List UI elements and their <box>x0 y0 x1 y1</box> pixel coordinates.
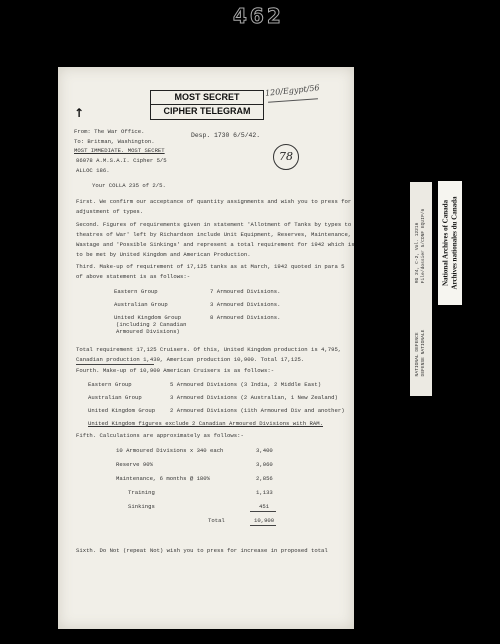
uk-group-note-1: (including 2 Canadian <box>116 321 187 328</box>
title-box <box>150 90 264 120</box>
to-line: To: Britman, Washington. <box>74 138 155 145</box>
para-third-1: Third. Make-up of requirement of 17,125 tanks as at March, 1942 quoted in para 5 <box>76 263 345 270</box>
fourth-row-value: 2 Armoured Divisions (11th Armoured Div and another) <box>170 407 345 414</box>
third-row-value: 3 Armoured Divisions. <box>210 301 281 308</box>
fifth-row-value: 451 <box>259 503 270 510</box>
total-requirement-line: Total requirement 17,125 Cruisers. Of this, United Kingdom production is 4,795, <box>76 346 342 353</box>
defence-strip <box>410 310 432 396</box>
fifth-row-label: Maintenance, 6 months @ 180% <box>116 475 210 482</box>
reference-line: 86078 A.M.S.A.I. Cipher 5/5 <box>76 157 167 164</box>
most-secret-heading: MOST SECRET <box>151 93 263 105</box>
para-fourth: Fourth. Make-up of 10,900 American Cruisers is as follows:- <box>76 367 275 374</box>
circled-number: 78 <box>273 144 299 170</box>
fifth-row-label: 10 Armoured Divisions x 340 each <box>116 447 224 454</box>
page-number: 462 <box>233 4 284 28</box>
fifth-row-value: 1,133 <box>256 489 273 496</box>
para-sixth: Sixth. Do Not (repeat Not) wish you to press for increase in proposed total <box>76 547 328 554</box>
para-first: First. We confirm our acceptance of quantity assignments and wish you to press for <box>76 198 352 205</box>
strip-line-1: RG 24, C-2, Vol. 12216 <box>414 222 420 284</box>
archives-label <box>438 181 462 305</box>
canadian-underline <box>76 364 154 365</box>
fourth-row-group: Eastern Group <box>88 381 132 388</box>
archives-label-en: National Archives of Canada <box>441 199 450 287</box>
para-fifth: Fifth. Calculations are approximately as follows:- <box>76 432 244 439</box>
third-row-group: Australian Group <box>114 301 168 308</box>
from-line: From: The War Office. <box>74 128 145 135</box>
third-row-value: 8 Armoured Divisions. <box>210 314 281 321</box>
para-second-3: Wastage and 'Possible Sinkings' and represent a total requirement for 1942 which is <box>76 241 355 248</box>
strip-line-2: File/dossier 5/CONF EQUIP/6 <box>421 208 426 284</box>
your-cola-line: Your COLLA 235 of 2/5. <box>92 182 166 189</box>
strip2-line-1: NATIONAL DEFENCE <box>414 332 420 377</box>
para-first-cont: adjustment of types. <box>76 208 144 215</box>
strip2-line-2: DEFENSE NATIONALE <box>421 329 426 377</box>
fifth-row-value: 3,060 <box>256 461 273 468</box>
fifth-row-label: Training <box>128 489 155 496</box>
telegram-document <box>58 67 354 629</box>
alloc-line: ALLOC 186. <box>76 167 110 174</box>
fifth-row-value: 3,400 <box>256 447 273 454</box>
para-third-2: of above statement is as follows:- <box>76 273 191 280</box>
cipher-telegram-heading: CIPHER TELEGRAM <box>163 106 251 116</box>
fifth-row-label: Sinkings <box>128 503 155 510</box>
fifth-row-label: Reserve 90% <box>116 461 153 468</box>
fourth-row-value: 5 Armoured Divisions (3 India, 2 Middle East) <box>170 381 322 388</box>
canadian-production-line: Canadian production 1,430, American production 10,900. Total 17,125. <box>76 356 305 363</box>
archive-reference-strip <box>410 182 432 310</box>
uk-group-note-2: Armoured Divisions) <box>116 328 180 335</box>
archives-label-fr: Archives nationales du Canada <box>450 196 458 290</box>
fourth-row-group: Australian Group <box>88 394 142 401</box>
third-row-group: United Kingdom Group <box>114 314 182 321</box>
third-row-value: 7 Armoured Divisions. <box>210 288 281 295</box>
third-row-group: Eastern Group <box>114 288 158 295</box>
arrow-mark-icon: ↑ <box>74 106 85 120</box>
fourth-row-value: 3 Armoured Divisions (2 Australian, 1 New Zealand) <box>170 394 338 401</box>
total-rule <box>250 525 276 526</box>
fifth-total-label: Total <box>208 517 225 524</box>
handwritten-reference: 120/Egypt/56 <box>264 83 320 98</box>
despatch-line: Desp. 1730 6/5/42. <box>191 132 261 139</box>
fifth-total-value: 10,900 <box>254 517 275 524</box>
fourth-note: United Kingdom figures exclude 2 Canadian Armoured Divisions with RAM. <box>88 420 323 427</box>
para-second-4: to be met by United Kingdom and American Production. <box>76 251 251 258</box>
priority-line: MOST IMMEDIATE. MOST SECRET <box>74 147 165 154</box>
sum-rule <box>250 511 276 512</box>
para-second-1: Second. Figures of requirements given in statement 'Allotment of Tanks by types to <box>76 221 352 228</box>
handwritten-underline <box>268 98 318 102</box>
fifth-row-value: 2,856 <box>256 475 273 482</box>
para-second-2: theatres of War' left by Richardson include Unit Equipment, Reserves, Maintenance, <box>76 231 352 238</box>
fourth-row-group: United Kingdom Group <box>88 407 156 414</box>
